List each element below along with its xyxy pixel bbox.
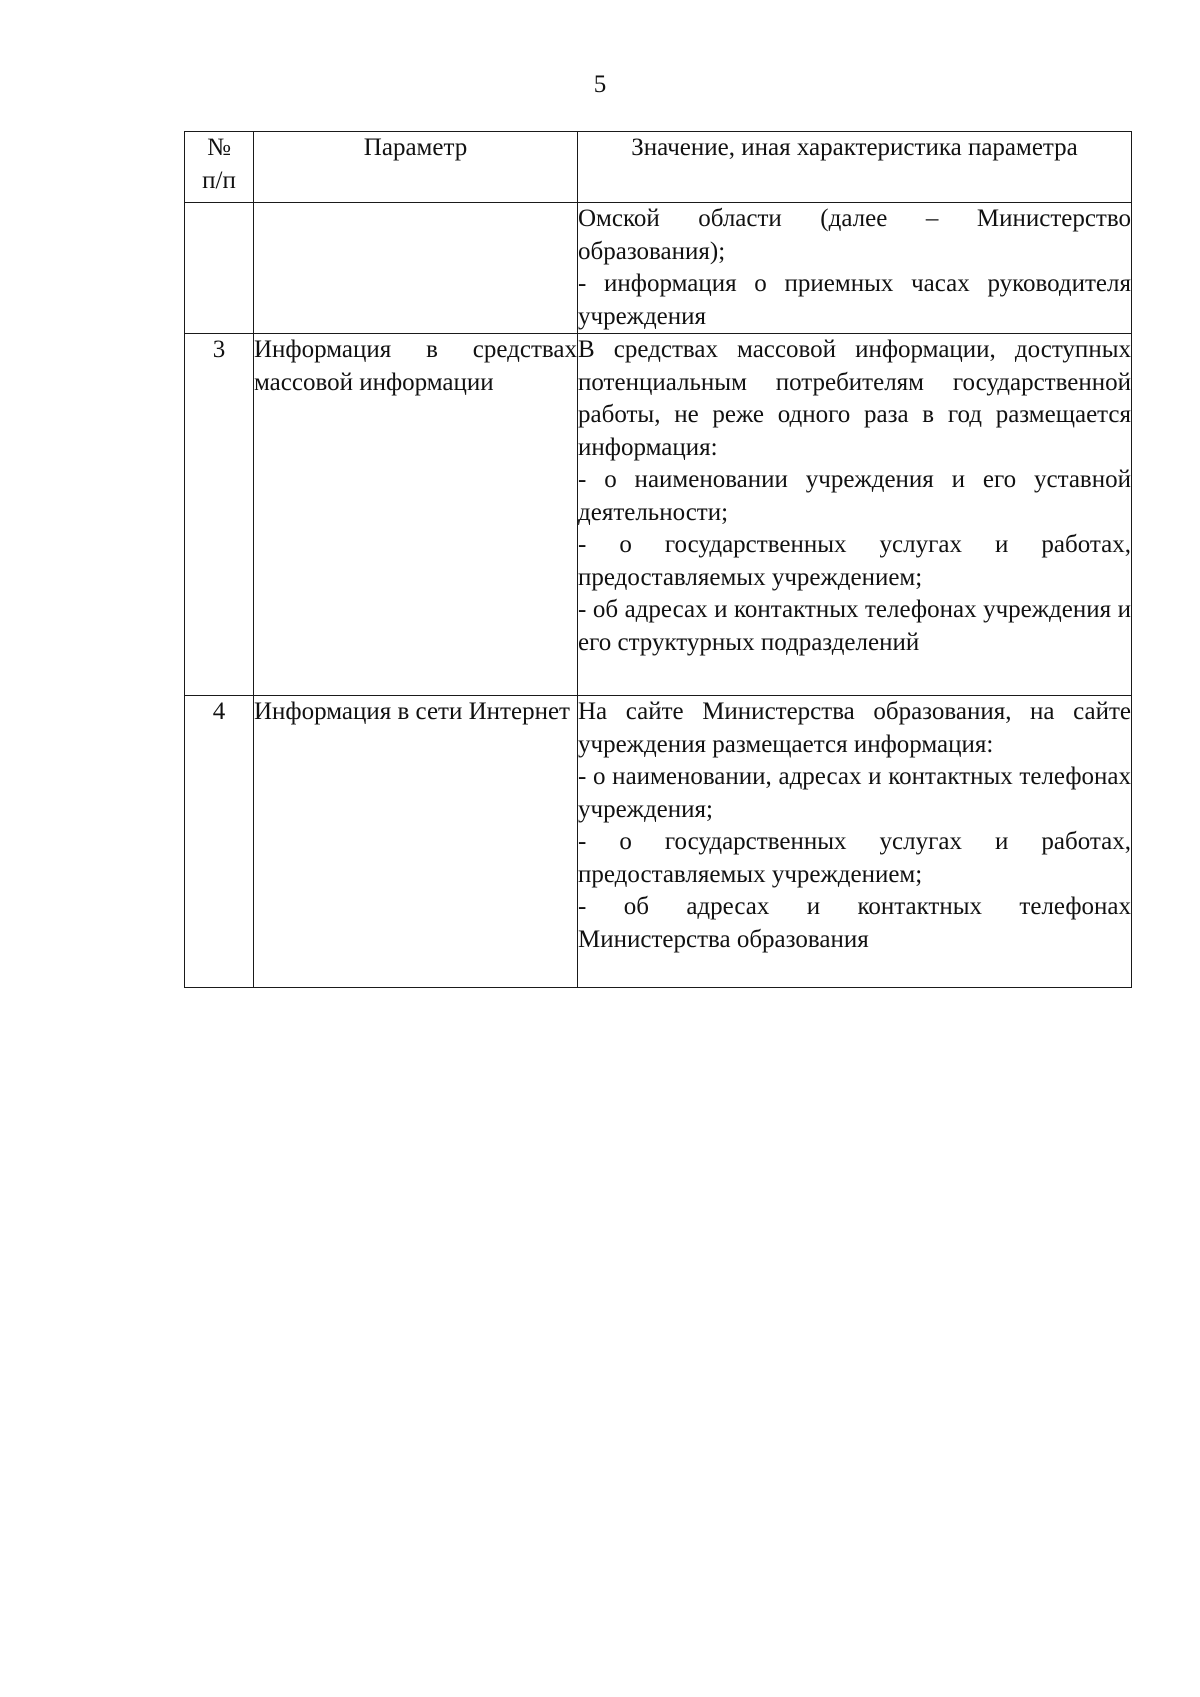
value-line: - о государственных услугах и работах, предоставляемых учреждением; <box>578 828 1131 888</box>
value-line: - информация о приемных часах руководителя учреждения <box>578 270 1131 330</box>
row-parameter: Информация в сети Интернет <box>254 696 578 988</box>
table-header-row <box>185 132 1132 203</box>
header-parameter: Параметр <box>254 132 578 203</box>
header-number-sign: № <box>207 134 231 161</box>
value-line: На сайте Министерства образования, на сайте учреждения размещается информация: <box>578 698 1131 758</box>
header-value: Значение, иная характеристика параметра <box>578 132 1132 203</box>
value-line: - о наименовании учреждения и его уставной деятельности; <box>578 466 1131 526</box>
row-parameter: Информация в средствах массовой информации <box>254 334 578 696</box>
row-value <box>578 203 1132 334</box>
table-row <box>185 203 1132 334</box>
row-parameter <box>254 203 578 334</box>
row-value <box>578 696 1132 988</box>
row-number: 4 <box>185 696 254 988</box>
row-number <box>185 203 254 334</box>
value-line: - о государственных услугах и работах, предоставляемых учреждением; <box>578 531 1131 591</box>
value-line: В средствах массовой информации, доступных потенциальным потребителям государственной работы, не реже одного раза в год размещается информация: <box>578 336 1131 461</box>
table-row <box>185 334 1132 696</box>
value-line: - о наименовании, адресах и контактных телефонах учреждения; <box>578 763 1131 823</box>
parameter-table <box>184 131 1132 988</box>
value-line: - об адресах и контактных телефонах Министерства образования <box>578 893 1131 953</box>
value-line: - об адресах и контактных телефонах учреждения и его структурных подразделений <box>578 596 1131 656</box>
row-value <box>578 334 1132 696</box>
table-row <box>185 696 1132 988</box>
value-line: Омской области (далее – Министерство образования); <box>578 205 1131 265</box>
header-number-abbr: п/п <box>202 166 236 194</box>
header-number <box>185 132 254 203</box>
row-number: 3 <box>185 334 254 696</box>
page-number: 5 <box>593 71 607 98</box>
